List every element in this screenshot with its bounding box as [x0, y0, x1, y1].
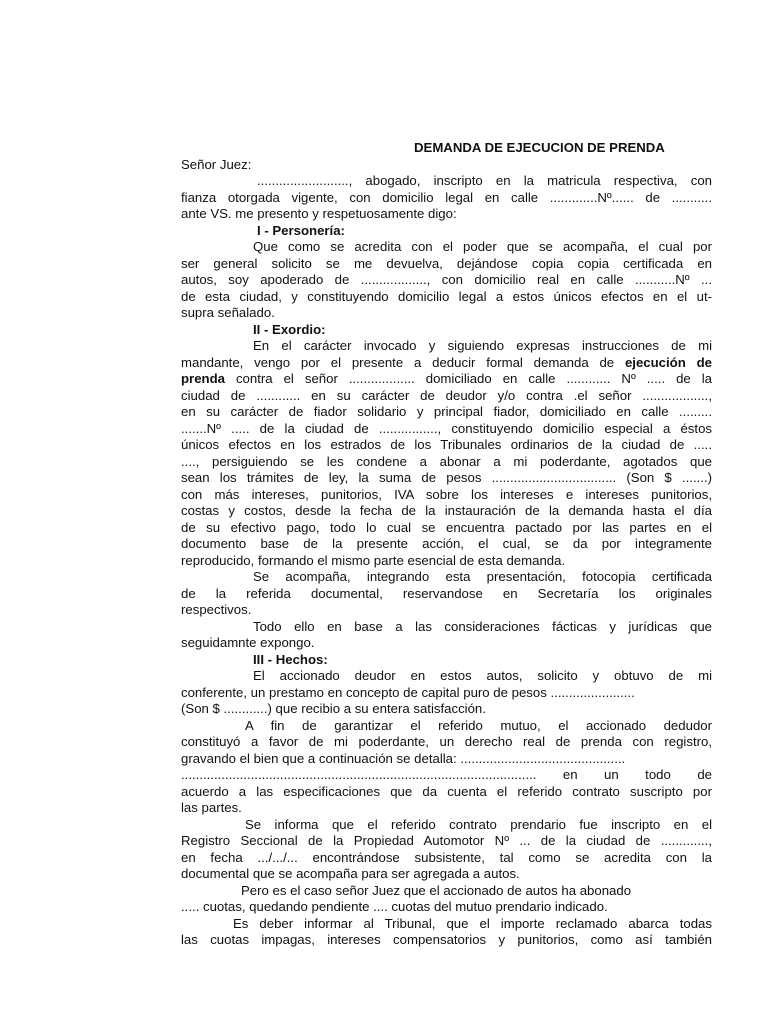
paragraph-line: con más intereses, punitorios, IVA sobre los intereses e intereses punitorios,: [181, 486, 712, 502]
paragraph-line: gravando el bien que a continuación se detalla: .............................................: [181, 750, 626, 766]
paragraph-line: costas y costos, desde la fecha de la instauración de la demanda hasta el día: [181, 503, 712, 518]
hechos-paragraph-3: [181, 817, 712, 883]
paragraph-line: A fin de garantizar el referido mutuo, el accionado dedudor: [245, 717, 712, 733]
intro-line: ante VS. me presento y respetuosamente digo:: [181, 206, 457, 221]
paragraph-line: Registro Seccional de la Propiedad Automotor Nº ... de la ciudad de .............,: [181, 833, 712, 848]
exordio-paragraph-2: [181, 569, 712, 619]
paragraph-line: las partes.: [181, 800, 242, 815]
paragraph-line: seguidamnte expongo.: [181, 635, 315, 650]
personeria-paragraph: [181, 239, 712, 322]
paragraph-line: acuerdo a las especificaciones que da cuenta el referido contrato suscripto por: [181, 783, 712, 799]
intro-line: ........................., abogado, inscripto en la matricula respectiva, con: [257, 173, 712, 188]
paragraph-line: Es deber informar al Tribunal, que el importe reclamado abarca todas: [233, 915, 712, 931]
section-heading-exordio: II - Exordio:: [253, 321, 326, 337]
text-run: contra el señor .................. domiciliado en calle ............ Nº ..... de la: [224, 371, 712, 386]
text-run: mandante, vengo por el presente a deducir formal demanda de: [181, 354, 625, 370]
paragraph-line: las cuotas impagas, intereses compensatorios y punitorios, como así también: [181, 932, 712, 947]
hechos-paragraph-5: [181, 916, 712, 949]
paragraph-line: en su carácter de fiador solidario y principal fiador, domiciliado en calle .........: [181, 404, 712, 419]
paragraph-line: de su efectivo pago, todo lo cual se encuentra pactado por las partes en el: [181, 519, 712, 535]
paragraph-line: de la referida documental, reservandose en Secretaría los originales: [181, 585, 712, 601]
paragraph-line: .......Nº ..... de la ciudad de ................, constituyendo domicilio especial a éstos: [181, 420, 712, 436]
exordio-paragraph-1: [181, 338, 712, 569]
section-heading-personeria: I - Personería:: [257, 222, 345, 238]
hechos-paragraph-1: [181, 668, 712, 718]
paragraph-line: Se acompaña, integrando esta presentación, fotocopia certificada: [253, 569, 712, 584]
paragraph-line: [181, 371, 712, 388]
paragraph-line: Pero es el caso señor Juez que el accionado de autos ha abonado: [241, 882, 632, 898]
exordio-paragraph-3: [181, 619, 712, 652]
paragraph-line: autos, soy apoderado de .................., con domicilio real en calle ...........Nº ...: [181, 272, 712, 287]
paragraph-line: El accionado deudor en estos autos, solicito y obtuvo de mi: [253, 668, 712, 683]
salutation: Señor Juez:: [181, 156, 252, 172]
hechos-paragraph-4: [181, 883, 712, 916]
paragraph-line: conferente, un prestamo en concepto de capital puro de pesos .......................: [181, 684, 635, 700]
paragraph-line: ser general solicito se me devuelva, dejándose copia copia certificada en: [181, 255, 712, 271]
paragraph-line: constituyó a favor de mi poderdante, un derecho real de prenda con registro,: [181, 734, 712, 749]
hechos-paragraph-2: [181, 718, 712, 817]
bold-text-run: ejecución de: [624, 354, 712, 370]
section-heading-hechos: III - Hechos:: [253, 651, 328, 667]
paragraph-line: de esta ciudad, y constituyendo domicilio legal a estos únicos efectos en el ut-: [181, 288, 712, 304]
intro-line: fianza otorgada vigente, con domicilio legal en calle .............Nº...... de ...........: [181, 189, 712, 205]
document-title: DEMANDA DE EJECUCION DE PRENDA: [414, 140, 665, 155]
paragraph-line: ciudad de ............ en su carácter de deudor y/o contra .el señor ..................,: [181, 387, 712, 403]
paragraph-line: [181, 355, 712, 372]
paragraph-line: únicos efectos en los estrados de los Tribunales ordinarios de la ciudad de .....: [181, 437, 712, 452]
paragraph-line: reproducido, formando el mismo parte esencial de esta demanda.: [181, 552, 566, 568]
paragraph-line: (Son $ ............) que recibio a su entera satisfacción.: [181, 701, 486, 716]
paragraph-line: respectivos.: [181, 602, 252, 617]
paragraph-line: En el carácter invocado y siguiendo expresas instrucciones de mi: [253, 338, 712, 353]
paragraph-line: ................................................................................................. en un todo de: [181, 767, 712, 782]
paragraph-line: sean los trámites de ley, la suma de pesos .................................. (Son $ .......): [181, 470, 712, 485]
paragraph-line: ..... cuotas, quedando pendiente .... cuotas del mutuo prendario indicado.: [181, 899, 608, 914]
paragraph-line: Se informa que el referido contrato prendario fue inscripto en el: [245, 816, 712, 832]
paragraph-line: supra señalado.: [181, 305, 275, 320]
intro-paragraph: [181, 173, 712, 223]
paragraph-line: Que como se acredita con el poder que se acompaña, el cual por: [253, 239, 712, 254]
paragraph-line: ...., persiguiendo se les condene a abonar a mi poderdante, agotados que: [181, 453, 712, 469]
paragraph-line: documento base de la presente acción, el cual, se da por integramente: [181, 536, 712, 551]
paragraph-line: en fecha .../.../... encontrándose subsistente, tal como se acredita con la: [181, 849, 712, 865]
paragraph-line: documental que se acompaña para ser agregada a autos.: [181, 866, 520, 881]
bold-text-run: prenda: [181, 371, 225, 386]
document-page: [181, 140, 712, 949]
paragraph-line: Todo ello en base a las consideraciones fácticas y jurídicas que: [253, 618, 712, 634]
